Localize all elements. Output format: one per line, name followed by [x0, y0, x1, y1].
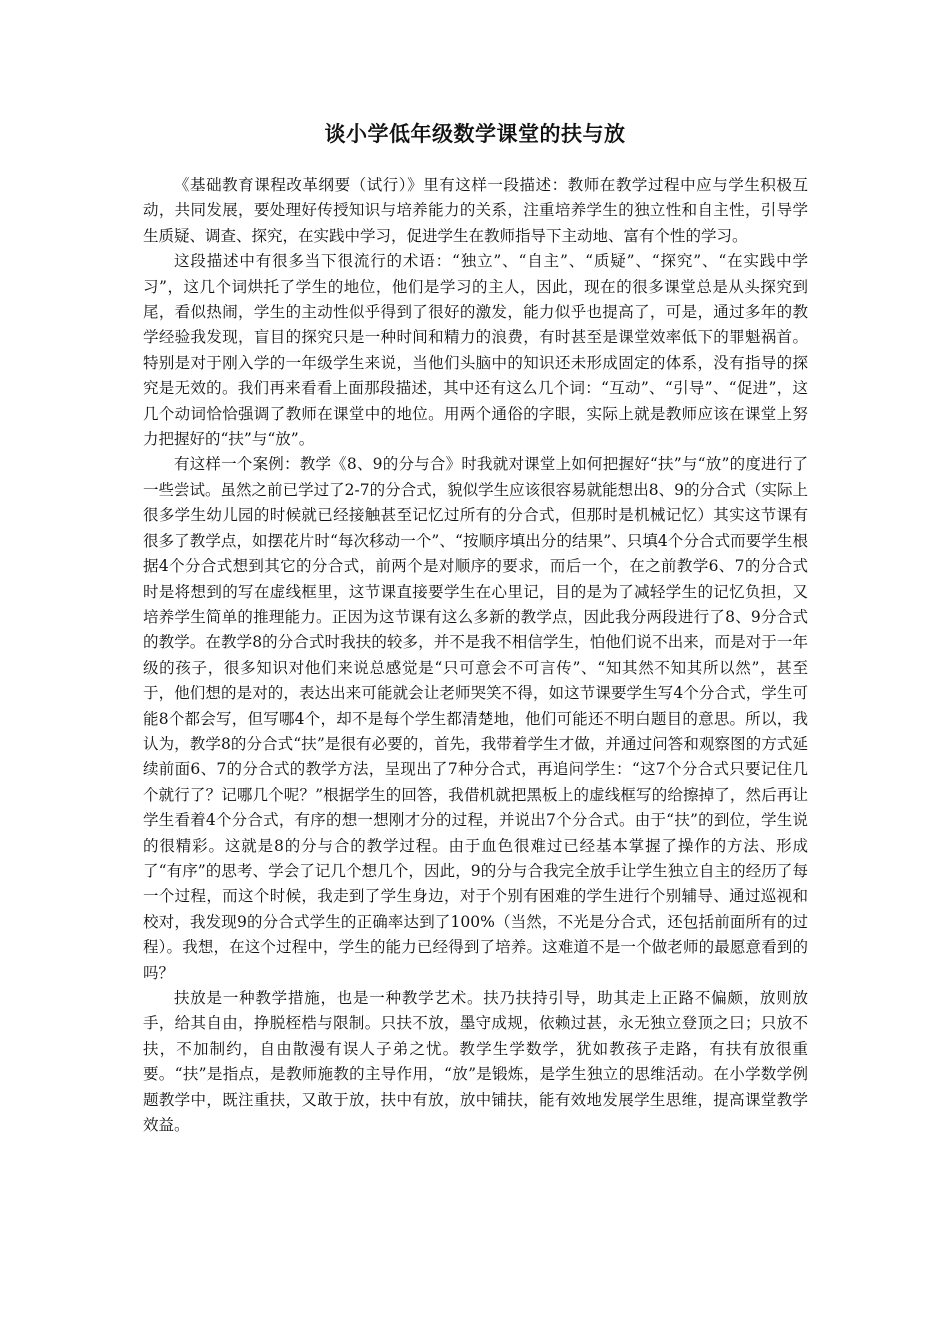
document-body [143, 173, 808, 1138]
document-title: 谈小学低年级数学课堂的扶与放 [324, 122, 626, 146]
paragraph-terms: 这段描述中有很多当下很流行的术语：“独立”、“自主”、“质疑”、“探究”、“在实践中学习”，这几个词烘托了学生的地位，他们是学习的主人，因此，现在的很多课堂总是从头探究到尾，看似热闹，学生的主动性似乎得到了很好的激发，能力似乎也提高了，可是，通过多年的教学经验我发现，盲目的探究只是一种时间和精力的浪费，有时甚至是课堂效率低下的罪魁祸首。特别是对于刚入学的一年级学生来说，当他们头脑中的知识还未形成固定的体系，没有指导的探究是无效的。我们再来看看上面那段描述，其中还有这么几个词：“互动”、“引导”、“促进”，这几个动词恰恰强调了教师在课堂中的地位。用两个通俗的字眼，实际上就是教师应该在课堂上努力把握好的“扶”与“放”。 [143, 252, 808, 449]
paragraph-intro: 《基础教育课程改革纲要（试行）》里有这样一段描述：教师在教学过程中应与学生积极互动，共同发展，要处理好传授知识与培养能力的关系，注重培养学生的独立性和自主性，引导学生质疑、调查、探究，在实践中学习，促进学生在教师指导下主动地、富有个性的学习。 [143, 176, 808, 245]
paragraph-conclusion: 扶放是一种教学措施，也是一种教学艺术。扶乃扶持引导，助其走上正路不偏颇，放则放手，给其自由，挣脱桎梏与限制。只扶不放，墨守成规，依赖过甚，永无独立登顶之曰；只放不扶，不加制约，自由散漫有误人子弟之忧。教学生学数学，犹如教孩子走路，有扶有放很重要。“扶”是指点，是教师施教的主导作用，“放”是锻炼，是学生独立的思维活动。在小学数学例题教学中，既注重扶，又敢于放，扶中有放，放中铺扶，能有效地发展学生思维，提高课堂教学效益。 [143, 989, 808, 1135]
paragraph-case-study: 有这样一个案例：教学《8、9的分与合》时我就对课堂上如何把握好“扶”与“放”的度进行了一些尝试。虽然之前已学过了2-7的分合式，貌似学生应该很容易就能想出8、9的分合式（实际上很多学生幼儿园的时候就已经接触甚至记忆过所有的分合式，但那时是机械记忆）其实这节课有很多了教学点，如摆花片时“每次移动一个”、“按顺序填出分的结果”、只填4个分合式而要学生根据4个分合式想到其它的分合式，前两个是对顺序的要求，而后一个，在之前教学6、7的分合式时是将想到的写在虚线框里，这节课直接要学生在心里记，目的是为了减轻学生的记忆负担，又培养学生简单的推理能力。正因为这节课有这么多新的教学点，因此我分两段进行了8、9分合式的教学。在教学8的分合式时我扶的较多，并不是我不相信学生，怕他们说不出来，而是对于一年级的孩子，很多知识对他们来说总感觉是“只可意会不可言传”、“知其然不知其所以然”，甚至于，他们想的是对的，表达出来可能就会让老师哭笑不得，如这节课要学生写4个分合式，学生可能8个都会写，但写哪4个，却不是每个学生都清楚地，他们可能还不明白题目的意思。所以，我认为，教学8的分合式“扶”是很有必要的，首先，我带着学生才做，并通过问答和观察图的方式延续前面6、7的分合式的教学方法，呈现出了7种分合式，再追问学生：“这7个分合式只要记住几个就行了？记哪几个呢？”根据学生的回答，我借机就把黑板上的虚线框写的给擦掉了，然后再让学生看着4个分合式，有序的想一想刚才分的过程，并说出7个分合式。由于“扶”的到位，学生说的很精彩。这就是8的分与合的教学过程。由于血色很难过已经基本掌握了操作的方法、形成了“有序”的思考、学会了记几个想几个，因此，9的分与合我完全放手让学生独立自主的经历了每一个过程，而这个时候，我走到了学生身边，对于个别有困难的学生进行个别辅导、通过巡视和校对，我发现9的分合式学生的正确率达到了100%（当然，不光是分合式，还包括前面所有的过程）。我想，在这个过程中，学生的能力已经得到了培养。这难道不是一个做老师的最愿意看到的吗？ [143, 455, 808, 982]
